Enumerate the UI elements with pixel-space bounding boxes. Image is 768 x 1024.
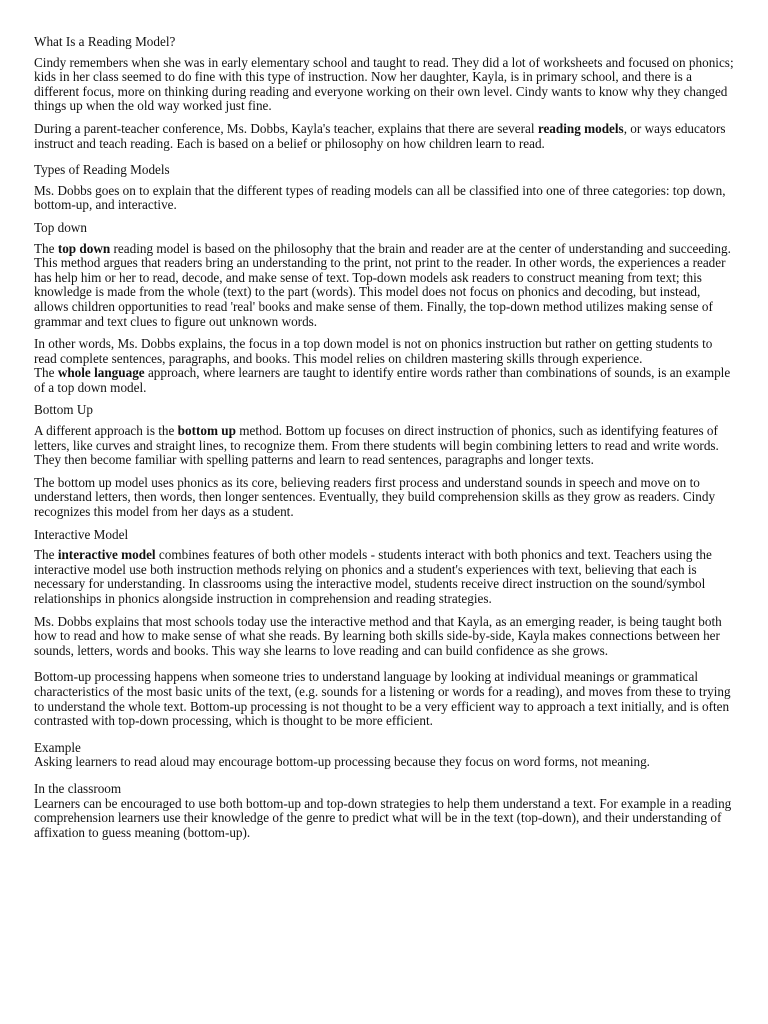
paragraph-bottom-up-1 (34, 424, 734, 468)
text-run: During a parent-teacher conference, Ms. Dobbs, Kayla's teacher, explains that there are several (34, 120, 538, 136)
heading-reading-model: What Is a Reading Model? (34, 34, 176, 49)
paragraph-cindy: Cindy remembers when she was in early elementary school and taught to read. They did a lot of worksheets and focused on phonics; kids in her class seemed to do fine with this type of instruction. Now her daughter, Kayla, is in primary school, and there is a different focus, more on thinking during reading and everyone working on their own level. Cindy wants to know why they changed things up when the old way worked just fine. (34, 54, 734, 114)
term-top-down: top down (57, 240, 111, 256)
paragraph-interactive-1 (34, 548, 734, 606)
text-run: approach, where learners are taught to identify entire words rather than combinations of sounds, is an example of a top down model. (34, 365, 731, 395)
heading-classroom: In the classroom (34, 780, 122, 796)
heading-example: Example (34, 739, 81, 755)
text-run: , or ways educators instruct and teach reading. Each is based on a belief or philosophy on how children learn to read. (34, 120, 726, 151)
paragraph-conference (34, 122, 734, 151)
text-run: The (34, 547, 58, 563)
paragraph-top-down-1 (34, 242, 734, 330)
text-run: combines features of both other models - students interact with both phonics and text. Teachers using the interactive model use both instruction methods relying on phonics and a student's experiences with text, believing that each is necessary for understanding. In classrooms using the interactive model, students receive direct instruction on the sound/symbol relationships in phonics alongside instruction in comprehension and reading strategies. (34, 547, 712, 606)
term-whole-language: whole language (57, 365, 145, 381)
term-interactive-model: interactive model (57, 547, 156, 563)
text-run: The (34, 240, 58, 256)
paragraph-bottom-up-2: The bottom up model uses phonics as its core, believing readers first process and understand sounds in speech and move on to understand letters, then words, then longer sentences. Eventually, they build comprehension skills as they grow as readers. Cindy recognizes this model from her days as a student. (34, 474, 716, 520)
text-run: method. Bottom up focuses on direct instruction of phonics, such as identifying features of letters, like curves and straight lines, to recognize them. From there students will begin combining letters to read and write words. They then become familiar with spelling patterns and learn to read sentences, paragraphs and longer texts. (34, 423, 719, 468)
paragraph-top-down-2: In other words, Ms. Dobbs explains, the focus in a top down model is not on phonics instruction but rather on getting students to read complete sentences, paragraphs, and books. This model relies on children mastering skills through experience. (34, 336, 713, 366)
heading-types: Types of Reading Models (34, 162, 170, 178)
paragraph-classroom: Learners can be encouraged to use both bottom-up and top-down strategies to help them understand a text. For example in a reading comprehension learners use their knowledge of the genre to predict what will be in the text (top-down), and their understanding of affixation to guess meaning (bottom-up). (34, 795, 732, 840)
term-bottom-up: bottom up (177, 423, 236, 439)
term-reading-models: reading models (537, 120, 624, 136)
heading-bottom-up: Bottom Up (34, 402, 93, 418)
paragraph-interactive-2: Ms. Dobbs explains that most schools today use the interactive method and that Kayla, as an emerging reader, is being taught both how to read and how to make sense of what she reads. By learning both skills side-by-side, Kayla makes connections between her sounds, letters, words and books. This way she learns to love reading and can build confidence as she grows. (34, 613, 722, 658)
paragraph-top-down-3 (34, 366, 734, 395)
heading-interactive: Interactive Model (34, 526, 129, 542)
paragraph-types: Ms. Dobbs goes on to explain that the different types of reading models can all be classified into one of three categories: top down, bottom-up, and interactive. (34, 182, 726, 213)
paragraph-processing: Bottom-up processing happens when someone tries to understand language by looking at individual meanings or grammatical characteristics of the most basic units of the text, (e.g. sounds for a listening or words for a reading), and moves from these to trying to understand the whole text. Bottom-up processing is not thought to be a very efficient way to approach a text initially, and is often contrasted with top-down processing, which is thought to be more efficient. (34, 669, 731, 729)
text-run: reading model is based on the philosophy that the brain and reader are at the center of understanding and succeeding. This method argues that readers bring an understanding to the print, not print to the reader. In other words, the experiences a reader has help him or her to read, decode, and make sense of text. Top-down models ask readers to construct meaning from text; this knowledge is made from the whole (text) to the part (words). This model does not focus on phonics and decoding, but instead, allows children opportunities to read 'real' books and make sense of them. Finally, the top-down method utilizes making sense of grammar and text clues to figure out unknown words. (34, 240, 731, 329)
heading-top-down: Top down (34, 219, 87, 235)
text-run: A different approach is the (34, 423, 178, 439)
text-run: The (34, 365, 58, 381)
paragraph-example: Asking learners to read aloud may encourage bottom-up processing because they focus on word forms, not meaning. (34, 754, 650, 770)
